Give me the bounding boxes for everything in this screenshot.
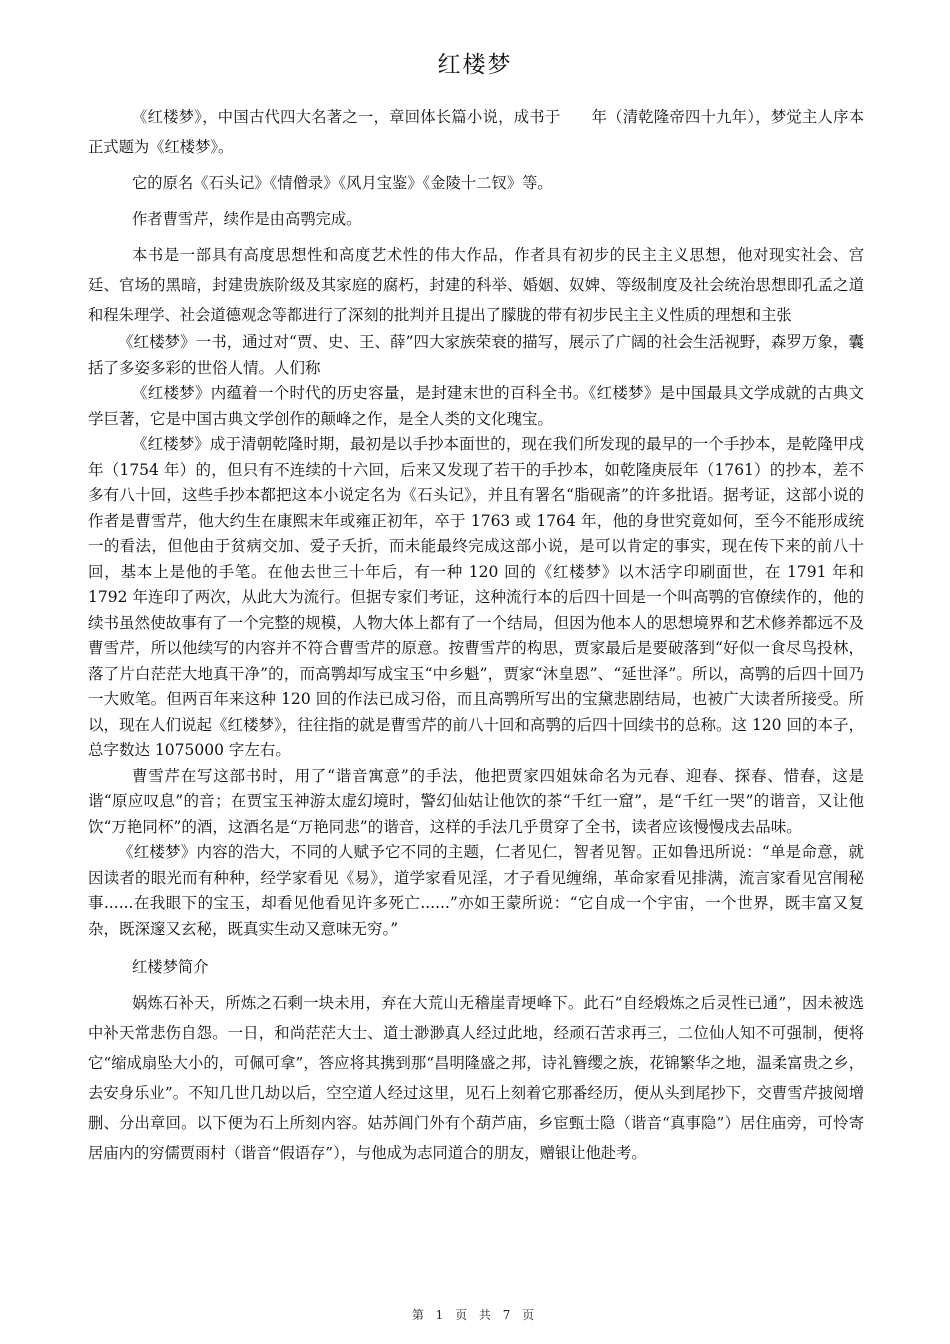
paragraph-history: 《红楼梦》成于清朝乾隆时期，最初是以手抄本面世的，现在我们所发现的最早的一个手抄本，是乾隆甲戌年（1754 年）的，但只有不连续的十六回，后来又发现了若干的手抄本，如乾隆庚辰年（1761）的抄本，差不多有八十回，这些手抄本都把这本小说定名为《石头记》，并且有署名“脂砚斋”的许多批语。据考证，这部小说的作者是曹雪芹，他大约生在康熙末年或雍正初年，卒于 1763 或 1764 年，他的身世究竟如何，至今不能形成统一的看法，但他由于贫病交加、爱子夭折，而未能最终完成这部小说，是可以肯定的事实，现在传下来的前八十回，基本上是他的手笔。在他去世三十年后，有一种 120 回的《红楼梦》以木活字印刷面世，在 1791 年和 1792 年连印了两次，从此大为流行。但据专家们考证，这种流行本的后四十回是一个叫高鹗的官僚续作的，他的续书虽然使故事有了一个完整的规模，人物大体上都有了一个结局，但因为他本人的思想境界和艺术修养都远不及曹雪芹，所以他续写的内容并不符合曹雪芹的原意。按曹雪芹的构思，贾家最后是要破落到“好似一食尽鸟投林，落了片白茫茫大地真干净”的，而高鹗却写成宝玉“中乡魁”，贾家“沐皇恩”、“延世泽”。所以，高鹗的后四十回乃一大败笔。但两百年来这种 120 回的作法已成习俗，而且高鹗所写出的宝黛悲剧结局，也被广大读者所接受。所以，现在人们说起《红楼梦》，往往指的就是曹雪芹的前八十回和高鹗的后四十回续书的总称。这 120 回的本子，总字数达 1075000 字左右。: [88, 435, 864, 759]
document-title: 红楼梦: [437, 52, 513, 78]
paragraph-themes: 《红楼梦》内容的浩大，不同的人赋予它不同的主题，仁者见仁，智者见智。正如鲁迅所说：“单是命意，就因读者的眼光而有种种，经学家看见《易》，道学家看见淫，才子看见缠绵，革命家看见排满，流言家看见宫闱秘事......在我眼下的宝玉，却看见他看见许多死亡......”亦如王蒙所说：“它自成一个宇宙，一个世界，既丰富又复杂，既深邃又玄秘，既真实生动又意味无穷。”: [88, 843, 864, 938]
paragraph-synopsis: 娲炼石补天，所炼之石剩一块未用，弃在大荒山无稽崖青埂峰下。此石“自经煅炼之后灵性已通”，因未被选中补天常悲伤自怨。一日，和尚茫茫大士、道士渺渺真人经过此地，经顽石苦求再三，二位仙人知不可强制，便将它“缩成扇坠大小的，可佩可拿”，答应将其携到那“昌明隆盛之邦，诗礼簪缨之族，花锦繁华之地，温柔富贵之乡，去安身乐业”。不知几世几劫以后，空空道人经过这里，见石上刻着它那番经历，便从头到尾抄下，交曹雪芹披阅增删、分出章回。以下便为石上所刻内容。姑苏阊门外有个葫芦庙，乡宦甄士隐（谐音“真事隐”）居住庙旁，可怜寄居庙内的穷儒贾雨村（谐音“假语存”），与他成为志同道合的朋友，赠银让他赴考。: [88, 994, 864, 1162]
paragraph-intro: 《红楼梦》，中国古代四大名著之一，章回体长篇小说，成书于 年（清乾隆帝四十九年），梦觉主人序本正式题为《红楼梦》。: [88, 108, 864, 156]
paragraph-homophony: 曹雪芹在写这部书时，用了“谐音寓意”的手法，他把贾家四姐妹命名为元春、迎春、探春、惜春，这是谐“原应叹息”的音；在贾宝玉神游太虚幻境时，警幻仙姑让他饮的茶“千红一窟”，是“千红一哭”的谐音，又让他饮“万艳同杯”的酒，这酒名是“万艳同悲”的谐音，这样的手法几乎贯穿了全书，读者应该慢慢戌去品味。: [88, 766, 864, 836]
paragraph-encyclopedia: 《红楼梦》内蕴着一个时代的历史容量，是封建末世的百科全书。《红楼梦》是中国最具文学成就的古典文学巨著，它是中国古典文学创作的颠峰之作，是全人类的文化瑰宝。: [88, 384, 864, 428]
section-heading-synopsis: 红楼梦简介: [132, 958, 209, 976]
paragraph-significance: 本书是一部具有高度思想性和高度艺术性的伟大作品，作者具有初步的民主主义思想，他对现实社会、宫廷、官场的黑暗，封建贵族阶级及其家庭的腐朽，封建的科举、婚姻、奴婢、等级制度及社会统治思想即孔孟之道和程朱理学、社会道德观念等都进行了深刻的批判并且提出了朦胧的带有初步民主主义性质的理想和主张: [88, 246, 864, 324]
document-body: [88, 102, 864, 1168]
page-footer: 第 1 页 共 7 页: [411, 1308, 539, 1322]
paragraph-four-families: 《红楼梦》一书，通过对“贾、史、王、薛”四大家族荣衰的描写，展示了广阔的社会生活视野，森罗万象，囊括了多姿多彩的世俗人情。人们称: [88, 333, 864, 377]
paragraph-author: 作者曹雪芹，续作是由高鹗完成。: [132, 210, 362, 228]
paragraph-original-names: 它的原名《石头记》《情僧录》《风月宝鉴》《金陵十二钗》等。: [132, 174, 553, 192]
